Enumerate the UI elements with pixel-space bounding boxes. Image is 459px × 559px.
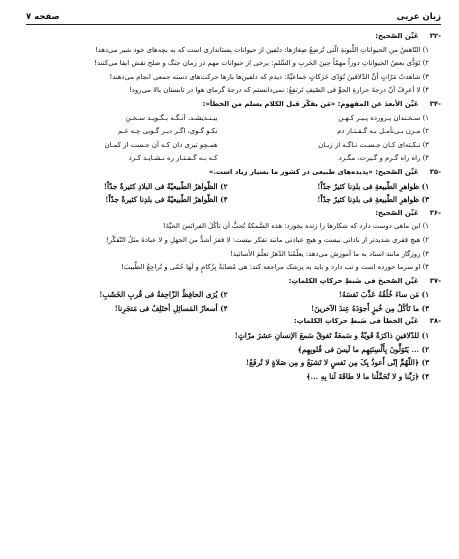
question-37 [26, 275, 441, 289]
page-number: صفحه ۷ [26, 12, 60, 22]
q34-row-3 [26, 139, 441, 153]
question-prompt: عَیِّن الأبعدَ عن المفهوم: «مَن یفکّر قبل الکلام یسلم من الخطأ»: [202, 99, 419, 108]
q34-option-3-hemistich: همـچو تیری دان کـه آن جـست از کمـان [104, 140, 218, 149]
q35-row-1 [26, 180, 441, 194]
question-prompt: عَیِّن الخطأ فی ضَبطِ حرکاتِ الکلماتِ: [293, 317, 419, 326]
q37-row-2 [26, 302, 441, 316]
q32-option-1: ۱) النّاهضُ من الحیواناتِ اللَّبونةِ الّتی تُرضِعُ صِغارَها: دلفین از حیوانات پستانداری است که به بچه‌های خود شیر می‌دهد! [94, 45, 429, 54]
q37-row-1 [26, 288, 441, 302]
subject-title: زبان عربی [396, 12, 441, 22]
question-number: -۳۷ [429, 276, 441, 285]
q37-option-1: ۱) مَن ساءَ خُلُقُهُ عَذَّبَ نَفسَهُ! [338, 290, 429, 300]
question-number: -۳۸ [429, 317, 441, 326]
question-36 [26, 207, 441, 221]
q38-option-1: ۱) للدّلافینِ ذاکرَةٌ قَویّةٌ و سَمعَةٌ تَفوقُ سَمعَ الإنسانِ عشرَ مرّاتٍ! [234, 331, 429, 341]
q37-option-3: ۳) ما تَأکُلُ مِن خُبزٍ أَجوَدَهُ عِندَ الآخرینَ! [310, 303, 429, 313]
question-prompt: عَیِّن الصّحیح: [375, 208, 419, 217]
q35-option-1: ۱) ظواهرِ الطّبیعةِ فی بلدِنا کثیرٌ جدّاً! [317, 181, 429, 191]
question-35 [26, 166, 441, 180]
q37-option-4: ۴) أسعارُ المَسائِلِ أختَلِفُ فی مَتجَرِنا! [114, 303, 228, 313]
q35-row-2 [26, 193, 441, 207]
q34-option-2-hemistich: نکـو گـوی، اگـر دیـر گـویی چـه غـم [118, 127, 218, 136]
q34-option-2: ۲) مـزن بـی‌تأمـل بـه گـفـتـار دم [337, 127, 429, 136]
q34-option-1: ۱) سـخـندان پـرورده پـیـر کـهـن [338, 113, 429, 122]
q34-option-4-hemistich: کـه بـه گـفـتـار ره نـشـایـد کـرد [128, 154, 218, 163]
q34-row-2 [26, 125, 441, 139]
question-38 [26, 315, 441, 329]
question-number: -۳۵ [429, 167, 441, 176]
question-number: -۳۶ [429, 208, 441, 217]
q38-option-4: ۴) ﴿رَبَّنا و لا تُحَمِّلْنا ما لا طاقَةَ لَنا بِهِ ...﴾ [306, 371, 429, 381]
q34-row-1 [26, 112, 441, 126]
q38-option-2: ۲) ... یَتَوَلَّونَ بِأَلْسِنَتِهِم ما لَیسَ فی قُلوبِهِم﴾ [297, 344, 429, 354]
q34-option-4: ۴) راه راه گـرم و گـیرت، مگـرد [338, 154, 429, 163]
question-prompt: عَیِّن الصّحیح: [375, 32, 419, 40]
question-number: -۳۴ [429, 99, 441, 108]
question-32 [26, 30, 441, 44]
q35-option-3: ۳) ظواهرِ الطّبیعةِ فی بلدِنا کثیرٌ جدّاً! [317, 195, 429, 205]
q34-option-1-hemistich: بیـنـدیشـد، آنـگـه بـگـویـد سـخـن [125, 113, 218, 122]
q38-option-3: ۳) ﴿اللّهُمَّ إنّی أَعوذُ بِکَ مِن نَفسٍ لا تَشبَعُ و مِن صَلاةٍ لا تُرفَعُ! [245, 358, 429, 368]
q34-option-3: ۳) نـکـته‌ای کـان جـسـت نـاگـه از زبـان [318, 140, 429, 149]
q32-option-3: ۳) شاهدتُ مَرّاتٍ أنَّ الدّلافینَ تُؤدّی حَرَکاتٍ جَماعیَّةً: دیدم که دلفین‌ها بارها حرکت‌های دسته جمعی انجام می‌دهند! [109, 72, 429, 81]
q36-option-4: ۴) او سرما خورده است و تب دارد و باید به پزشک مراجعه کند: هی مُصابَةٌ بِزُکامٍ و لَها حُمّی و تُراجِعُ الطَّبیبَ! [120, 263, 429, 272]
page-header [26, 6, 441, 25]
q36-option-3: ۳) روزگار مانند استاد به ما آموزش می‌دهد: یعلّمُنا الدّهرُ تعلّمَ الأساتیذ! [230, 249, 429, 258]
q35-option-4: ۴) الظّواهرُ الطّبیعیّةُ فی بلدِنا کثیرةٌ جدّاً! [105, 195, 228, 205]
question-number: -۳۲ [429, 32, 441, 40]
q32-option-2: ۲) تَوَدُّی بعضُ الحیواناتِ دوراً مهمّاً حِینَ الحَربِ و السِّلمِ: برخی از حیوانات مهم در زمان جنگ و صلح نقش ایفا می‌کنند! [94, 59, 429, 68]
question-prompt: عَیِّن الصّحیحَ فی ضَبطِ حرکاتِ الکلماتِ: [288, 276, 419, 285]
q36-option-2: ۲) هیچ فقری شدیدتر از نادانی نیست و هیچ عبادتی مانند تفکر نیست: لا فقرَ أشدُّ من الجهلِ و لا عبادةَ مثلُ التّفکّرِ! [105, 235, 429, 244]
q34-row-4 [26, 152, 441, 166]
q36-option-1: ۱) این ماهی دوست دارد که شکارها را زنده بخورد: هذه السَّمکةُ تُحبُّ أن تأکُلَ الفرائسَ الحیَّةَ! [162, 222, 429, 231]
question-prompt: عَیِّن الصّحیح: «پدیده‌های طبیعی در کشور ما بسیار زیاد است.» [208, 167, 419, 176]
question-34 [26, 98, 441, 112]
q32-option-4: ۴) ‌لا أعرِفُ أنّ درجةَ حرارةِ الجوِّ فی الصّیفِ تَرتفِعُ: نمی‌دانستم که درجهٔ گرمای هوا در تابستان بالا می‌رود! [129, 86, 429, 95]
questions [26, 30, 441, 383]
q37-option-2: ۲) یُرَی الحافِظُ الزّاحِفةُ فی قُربِ الخَشَبِ! [99, 290, 228, 300]
q35-option-2: ۲) الظّواهرُ الطّبیعیّةُ فی البلادِ کثیرةٌ جدّاً! [103, 181, 228, 191]
